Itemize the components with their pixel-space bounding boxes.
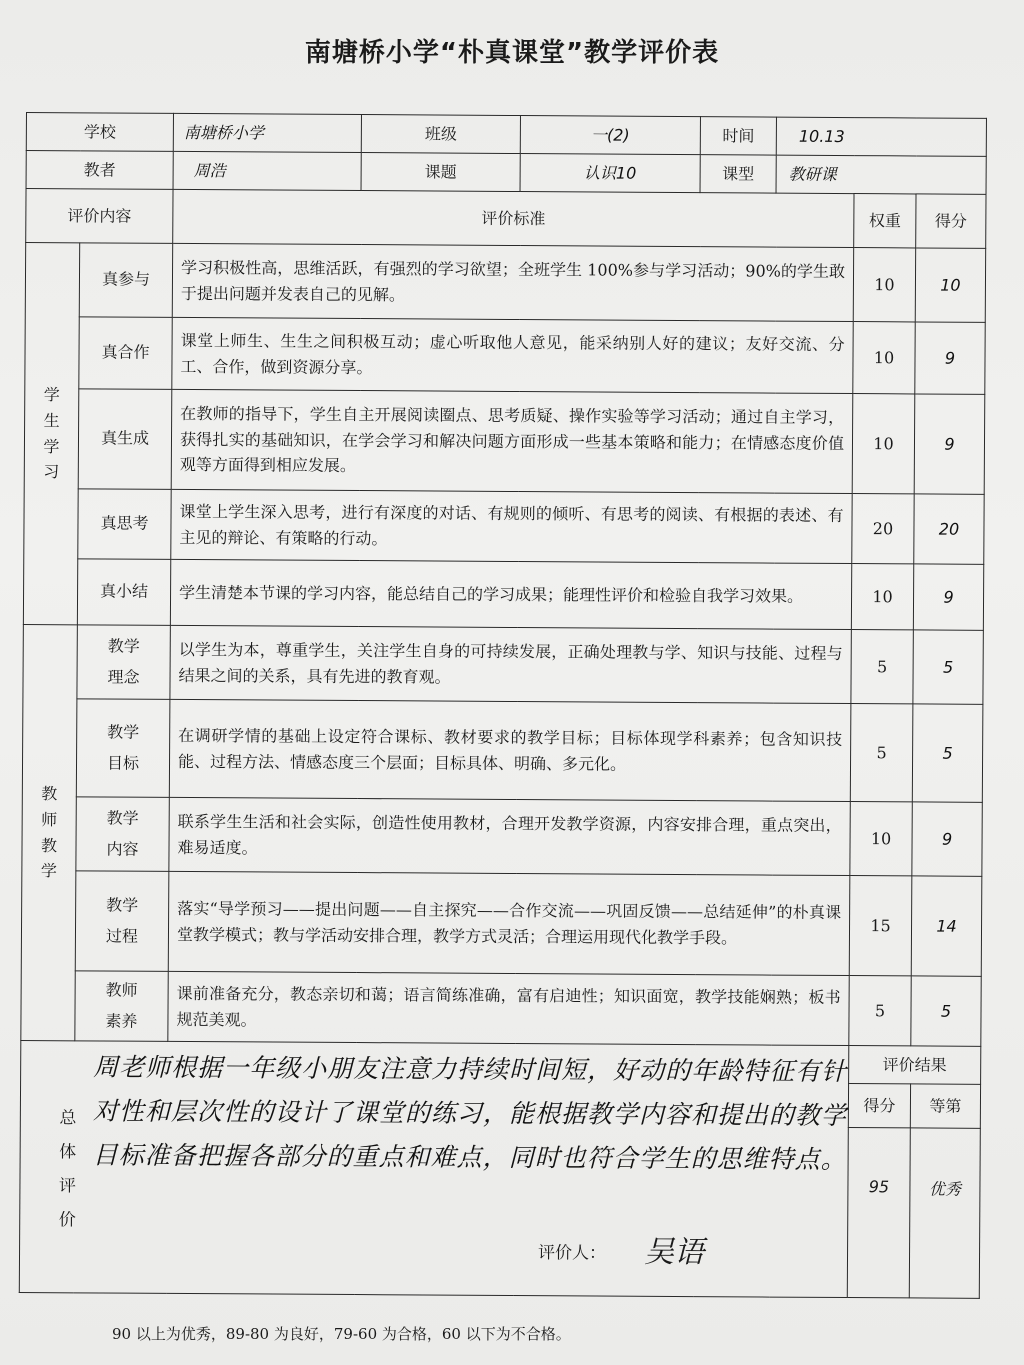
criterion-standard: 学生清楚本节课的学习内容，能总结自己的学习成果；能理性评价和检验自我学习效果。 <box>170 559 851 629</box>
criterion-row <box>23 558 983 630</box>
rater-signature: 吴语 <box>643 1234 705 1271</box>
type-label: 课型 <box>700 155 776 193</box>
criterion-row <box>24 488 984 564</box>
criterion-label-line: 教师 <box>105 980 138 1000</box>
group-label-char: 习 <box>43 462 60 482</box>
criterion-row <box>23 624 983 704</box>
teacher-label: 教者 <box>26 151 173 190</box>
criterion-label-line: 目标 <box>106 753 140 773</box>
criterion-score: 9 <box>913 564 983 630</box>
group-label-char: 学 <box>43 436 60 456</box>
criterion-score: 20 <box>914 494 984 564</box>
criterion-label-line: 教学 <box>107 722 140 742</box>
overall-label-char: 价 <box>58 1210 76 1231</box>
criterion-standard: 以学生为本，尊重学生，关注学生自身的可持续发展，正确处理教与学、知识与技能、过程与结果之间的关系，具有先进的教育观。 <box>170 625 851 703</box>
criterion-weight: 5 <box>851 630 913 704</box>
criterion-standard: 在教师的指导下，学生自主开展阅读圈点、思考质疑、操作实验等学习活动；通过自主学习，获得扎实的基础知识，在学会学习和解决问题方面形成一些基本策略和能力；在情感态度价值观等方面得到相应发展。 <box>171 389 853 493</box>
criterion-label <box>78 489 171 560</box>
criterion-weight: 5 <box>850 704 913 802</box>
criterion-weight: 10 <box>850 802 912 876</box>
criterion-score: 9 <box>915 322 985 394</box>
criterion-standard: 课堂上学生深入思考，进行有深度的对话、有规则的倾听、有思考的阅读、有根据的表述、有主见的辩论、有策略的行动。 <box>171 489 852 563</box>
criterion-standard: 学习积极性高，思维活跃，有强烈的学习欲望；全班学生 100%参与学习活动；90%的学生敢于提出问题并发表自己的见解。 <box>172 243 853 321</box>
criterion-row <box>25 316 985 394</box>
criterion-weight: 20 <box>852 494 914 564</box>
criterion-score: 5 <box>911 976 981 1046</box>
criterion-label-line: 内容 <box>106 839 139 859</box>
class-value: 一(2) <box>520 116 700 155</box>
group-label-char: 教 <box>40 835 58 855</box>
criterion-weight: 10 <box>851 564 913 630</box>
overall-label-char: 评 <box>58 1176 76 1197</box>
criterion-label <box>75 971 168 1042</box>
overall-comment-cell <box>19 1040 849 1297</box>
result-label: 评价结果 <box>849 1046 981 1085</box>
criterion-label-line: 真合作 <box>101 342 150 363</box>
criterion-row <box>24 388 985 494</box>
criterion-score: 14 <box>911 876 982 976</box>
criterion-label <box>76 699 170 798</box>
criterion-label <box>77 559 170 626</box>
criterion-weight: 10 <box>853 248 915 322</box>
criterion-standard: 课前准备充分，教态亲切和蔼；语言简练准确，富有启迪性；知识面宽，教学技能娴熟；板书规范美观。 <box>168 971 849 1045</box>
criterion-score: 9 <box>912 802 982 876</box>
criterion-standard: 落实“导学预习——提出问题——自主探究——合作交流——巩固反馈——总结延伸”的朴真课堂教学模式；教与学活动安排合理，教学方式灵活；合理运用现代化教学手段。 <box>168 871 850 975</box>
overall-label-char: 总 <box>59 1108 77 1129</box>
group-label-char: 学 <box>40 861 57 881</box>
result-grade-label: 等第 <box>910 1084 980 1128</box>
col-content-header: 评价内容 <box>26 189 173 244</box>
criterion-label-line: 真参与 <box>101 269 151 290</box>
criterion-label <box>79 317 172 390</box>
criterion-score: 9 <box>914 394 985 494</box>
group-label-char: 生 <box>43 411 60 431</box>
group-label-char: 学 <box>43 385 60 405</box>
result-score-label: 得分 <box>848 1084 910 1128</box>
grading-footnote: 90 以上为优秀，89-80 为良好，79-60 为合格，60 以下为不合格。 <box>112 1325 571 1343</box>
time-label: 时间 <box>700 117 776 155</box>
criterion-score: 5 <box>912 704 983 802</box>
criterion-standard: 在调研学情的基础上设定符合课标、教材要求的教学目标；目标体现学科素养；包含知识技能、过程方法、情感态度三个层面；目标具体、明确、多元化。 <box>169 699 851 801</box>
overall-comment: 周老师根据一年级小朋友注意力持续时间短，好动的年龄特征有针对性和层次性的设计了课堂的练习，能根据教学内容和提出的教学目标准备把握各部分的重点和难点，同时也符合学生的思维特点。 <box>92 1052 848 1175</box>
criterion-weight: 10 <box>852 394 915 494</box>
criterion-row <box>21 970 981 1046</box>
column-header-row <box>26 189 986 249</box>
header-row-1 <box>26 113 986 157</box>
criterion-label-line: 真小结 <box>100 581 149 602</box>
result-grade-value: 优秀 <box>909 1128 980 1298</box>
criterion-label-line: 真生成 <box>100 428 150 449</box>
topic-label: 课题 <box>361 153 520 192</box>
form-title: 南塘桥小学“朴真课堂”教学评价表 <box>304 38 720 68</box>
criterion-label <box>79 243 172 318</box>
criterion-label-line: 素养 <box>105 1011 138 1031</box>
group-label-char: 教 <box>41 784 58 804</box>
criterion-label <box>76 797 169 872</box>
criterion-score: 5 <box>913 630 983 704</box>
criterion-score: 10 <box>915 248 985 322</box>
criterion-label <box>78 389 172 490</box>
criterion-label <box>77 625 170 700</box>
col-standard-header: 评价标准 <box>173 189 854 247</box>
time-value: 10.13 <box>776 117 986 156</box>
criterion-weight: 5 <box>849 976 911 1046</box>
criterion-standard: 联系学生生活和社会实际，创造性使用教材，合理开发教学资源，内容安排合理，重点突出，难易适度。 <box>169 797 850 875</box>
criterion-row <box>22 796 982 876</box>
group-label-char: 师 <box>41 810 58 830</box>
criterion-label-line: 教学 <box>106 808 139 828</box>
school-label: 学校 <box>26 113 173 152</box>
topic-value: 认识10 <box>520 154 700 193</box>
criterion-label-line: 教学 <box>107 636 140 656</box>
criterion-label-line: 教学 <box>106 895 139 915</box>
overall-label <box>52 1101 83 1237</box>
criterion-row <box>21 870 982 976</box>
criterion-row <box>22 698 983 802</box>
group-label <box>23 243 79 625</box>
criterion-weight: 10 <box>853 322 915 394</box>
criterion-label-line: 理念 <box>107 667 140 687</box>
school-value: 南塘桥小学 <box>173 113 361 152</box>
result-score-value: 95 <box>847 1128 910 1298</box>
overall-row <box>21 1040 981 1084</box>
criterion-row <box>25 243 985 323</box>
criterion-label-line: 过程 <box>105 926 139 946</box>
col-score-header: 得分 <box>916 194 986 248</box>
overall-label-char: 体 <box>59 1142 77 1163</box>
col-weight-header: 权重 <box>854 194 916 248</box>
evaluation-table <box>19 112 987 1299</box>
header-row-2 <box>26 151 986 195</box>
criterion-label-line: 真思考 <box>100 513 149 534</box>
criterion-standard: 课堂上师生、生生之间积极互动；虚心听取他人意见，能采纳别人好的建议；友好交流、分工、合作，做到资源分享。 <box>172 317 853 393</box>
criterion-weight: 15 <box>849 876 912 976</box>
criterion-label <box>75 871 169 972</box>
type-value: 教研课 <box>776 155 986 194</box>
rater-label: 评价人： <box>537 1243 607 1264</box>
group-label <box>21 624 78 1040</box>
class-label: 班级 <box>361 115 520 154</box>
teacher-value: 周浩 <box>173 151 361 190</box>
